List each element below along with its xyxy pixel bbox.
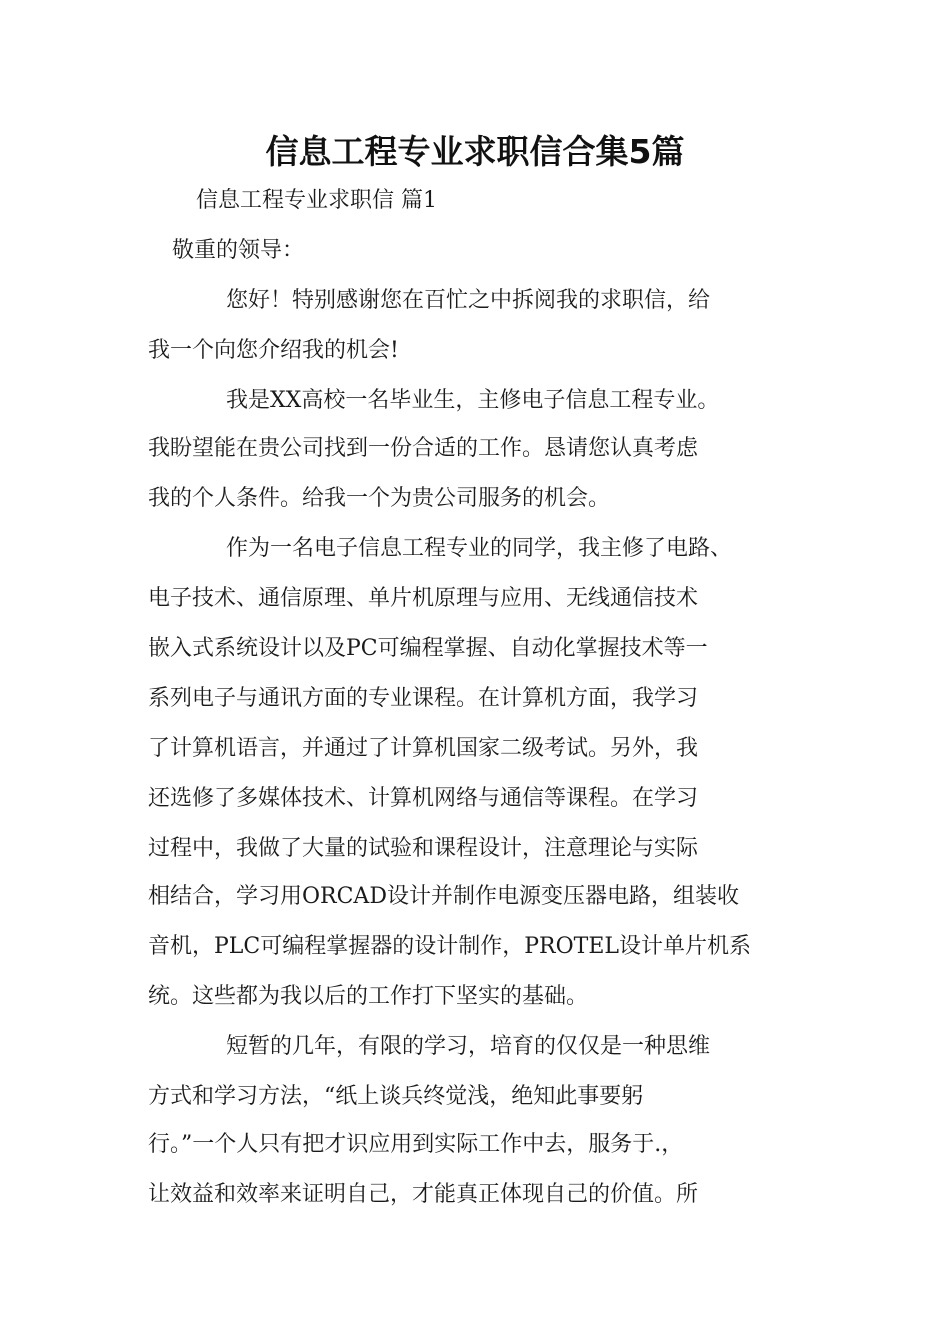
- paragraph-line: 系列电子与通讯方面的专业课程。在计算机方面，我学习: [148, 686, 699, 711]
- paragraph-line: 我一个向您介绍我的机会!: [148, 338, 399, 363]
- paragraph-line: 作为一名电子信息工程专业的同学，我主修了电路、: [226, 536, 733, 561]
- paragraph-line: 我是XX高校一名毕业生，主修电子信息工程专业。: [226, 388, 720, 413]
- paragraph-line: 嵌入式系统设计以及PC可编程掌握、自动化掌握技术等一: [148, 636, 708, 661]
- paragraph-line: 我盼望能在贵公司找到一份合适的工作。恳请您认真考虑: [148, 436, 699, 461]
- paragraph-line: 行。”一个人只有把才识应用到实际工作中去，服务于.，: [148, 1132, 684, 1157]
- paragraph-line: 您好！特别感谢您在百忙之中拆阅我的求职信，给: [226, 288, 711, 313]
- paragraph-line: 了计算机语言，并通过了计算机国家二级考试。另外，我: [148, 736, 699, 761]
- paragraph-line: 还选修了多媒体技术、计算机网络与通信等课程。在学习: [148, 786, 699, 811]
- paragraph-line: 相结合，学习用ORCAD设计并制作电源变压器电路，组装收: [148, 884, 739, 909]
- paragraph-line: 我的个人条件。给我一个为贵公司服务的机会。: [148, 486, 611, 511]
- document-title: 信息工程专业求职信合集5篇: [265, 132, 685, 171]
- paragraph-line: 电子技术、通信原理、单片机原理与应用、无线通信技术: [148, 586, 699, 611]
- paragraph-line: 方式和学习方法，“纸上谈兵终觉浅，绝知此事要躬: [148, 1084, 644, 1109]
- paragraph-line: 统。这些都为我以后的工作打下坚实的基础。: [148, 984, 589, 1009]
- salutation: 敬重的领导：: [172, 238, 305, 263]
- paragraph-line: 短暂的几年，有限的学习，培育的仅仅是一种思维: [226, 1034, 711, 1059]
- paragraph-line: 让效益和效率来证明自己，才能真正体现自己的价值。所: [148, 1182, 699, 1207]
- section-heading: 信息工程专业求职信 篇1: [196, 188, 437, 213]
- paragraph-line: 过程中，我做了大量的试验和课程设计，注意理论与实际: [148, 836, 699, 861]
- paragraph-line: 音机，PLC可编程掌握器的设计制作，PROTEL设计单片机系: [148, 934, 751, 959]
